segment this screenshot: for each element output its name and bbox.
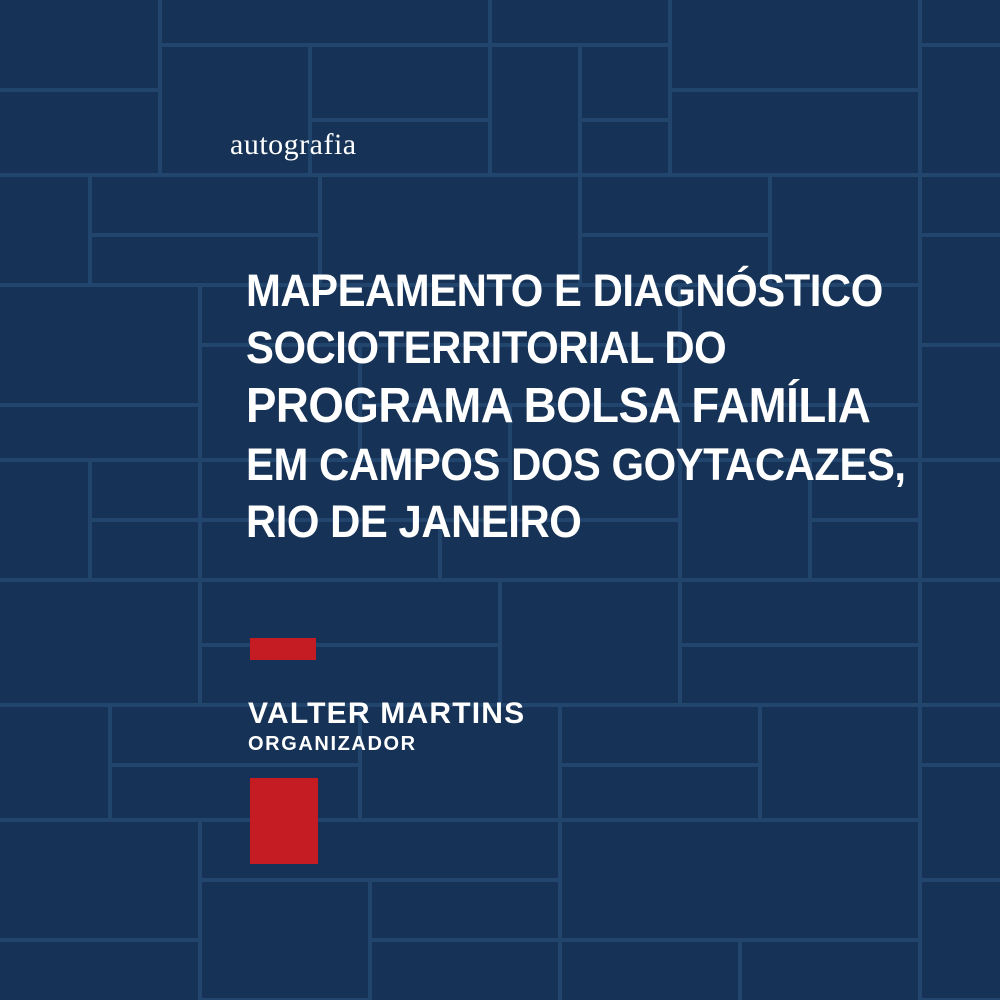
title-line-5: RIO DE JANEIRO bbox=[246, 496, 582, 547]
red-accent-block bbox=[250, 778, 318, 864]
publisher-logo-text: autografia bbox=[230, 128, 357, 161]
red-rule-divider bbox=[250, 638, 316, 660]
title-line-2: SOCIOTERRITORIAL DO bbox=[246, 322, 727, 373]
book-title bbox=[246, 262, 906, 550]
title-line-1: MAPEAMENTO E DIAGNÓSTICO bbox=[246, 265, 883, 316]
title-line-3: PROGRAMA BOLSA FAMÍLIA bbox=[246, 379, 871, 433]
author-name: VALTER MARTINS bbox=[248, 697, 526, 730]
author-role: ORGANIZADOR bbox=[248, 733, 417, 755]
title-line-4: EM CAMPOS DOS GOYTACAZES, bbox=[246, 439, 906, 490]
